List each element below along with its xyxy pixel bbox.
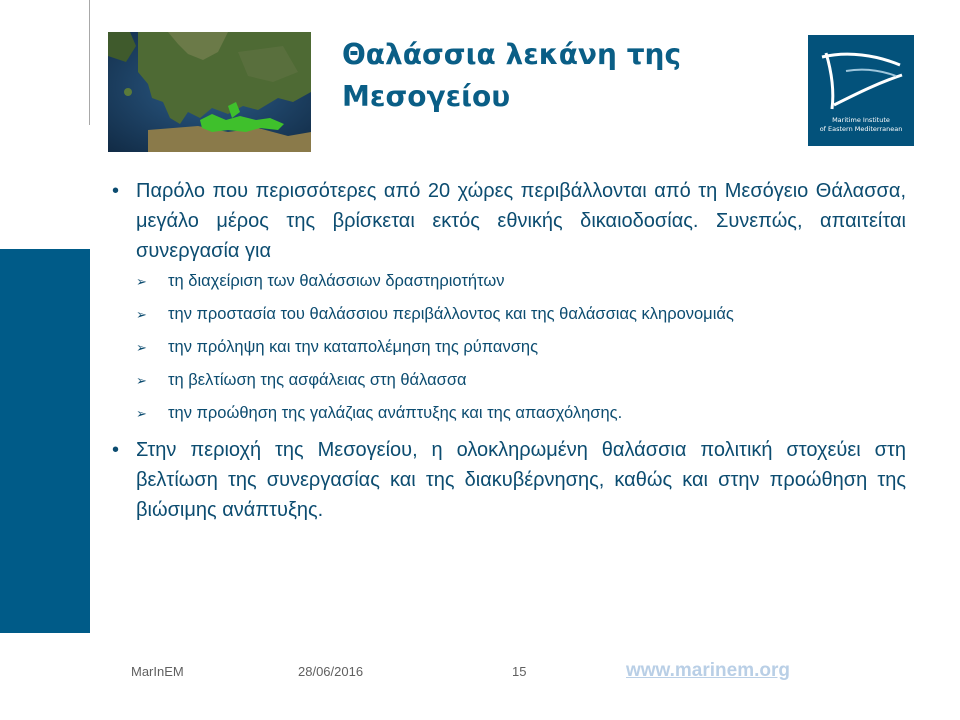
sub-bullet-text: την προστασία του θαλάσσιου περιβάλλοντος και της θαλάσσιας κληρονομιάς bbox=[168, 305, 734, 323]
arrow-bullet-icon: ➢ bbox=[136, 307, 147, 322]
sub-bullet-text: την προώθηση της γαλάζιας ανάπτυξης και της απασχόλησης. bbox=[168, 404, 623, 422]
logo-caption bbox=[808, 116, 914, 134]
bullet-item bbox=[112, 435, 906, 525]
footer-org-name: MarInEM bbox=[131, 664, 184, 679]
arrow-bullet-icon: ➢ bbox=[136, 274, 147, 289]
sub-bullet-item bbox=[112, 303, 906, 326]
slide-title: Θαλάσσια λεκάνη της Μεσογείου bbox=[342, 38, 682, 113]
sub-bullet-list bbox=[112, 270, 906, 425]
sub-bullet-text: την πρόληψη και την καταπολέμηση της ρύπανσης bbox=[168, 338, 539, 356]
sub-bullet-item bbox=[112, 369, 906, 392]
arrow-bullet-icon: ➢ bbox=[136, 406, 147, 421]
sub-bullet-item bbox=[112, 270, 906, 293]
bullet-text: Παρόλο που περισσότερες από 20 χώρες περιβάλλονται από τη Μεσόγειο Θάλασσα, μεγάλο μέρος της βρίσκεται εκτός εθνικής δικαιοδοσίας. Συνεπώς, απαιτείται συνεργασία για bbox=[136, 180, 906, 262]
bullet-text: Στην περιοχή της Μεσογείου, η ολοκληρωμένη θαλάσσια πολιτική στοχεύει στη βελτίωση της συνεργασίας και της διακυβέρνησης, καθώς και στην προώθηση της βιώσιμης ανάπτυξης. bbox=[136, 439, 906, 521]
bullet-dot-icon: • bbox=[112, 439, 120, 461]
sub-bullet-text: τη βελτίωση της ασφάλειας στη θάλασσα bbox=[168, 371, 467, 389]
sail-wave-logo-icon bbox=[808, 35, 914, 115]
footer-website-link[interactable]: www.marinem.org bbox=[626, 660, 790, 681]
maritime-institute-logo bbox=[808, 35, 914, 146]
arrow-bullet-icon: ➢ bbox=[136, 340, 147, 355]
slide-body bbox=[112, 176, 906, 529]
footer-page-number: 15 bbox=[512, 664, 527, 679]
logo-line-2: of Eastern Mediterranean bbox=[819, 125, 903, 133]
sub-bullet-item bbox=[112, 402, 906, 425]
side-accent-bar bbox=[0, 249, 90, 633]
footer-date: 28/06/2016 bbox=[298, 664, 364, 679]
header-divider-line bbox=[89, 0, 90, 125]
arrow-bullet-icon: ➢ bbox=[136, 373, 147, 388]
bullet-item bbox=[112, 176, 906, 266]
sub-bullet-item bbox=[112, 336, 906, 359]
logo-line-1: Maritime Institute bbox=[832, 116, 890, 124]
bullet-dot-icon: • bbox=[112, 180, 120, 202]
europe-satellite-map-image bbox=[108, 32, 311, 152]
sub-bullet-text: τη διαχείριση των θαλάσσιων δραστηριοτήτων bbox=[168, 272, 505, 290]
